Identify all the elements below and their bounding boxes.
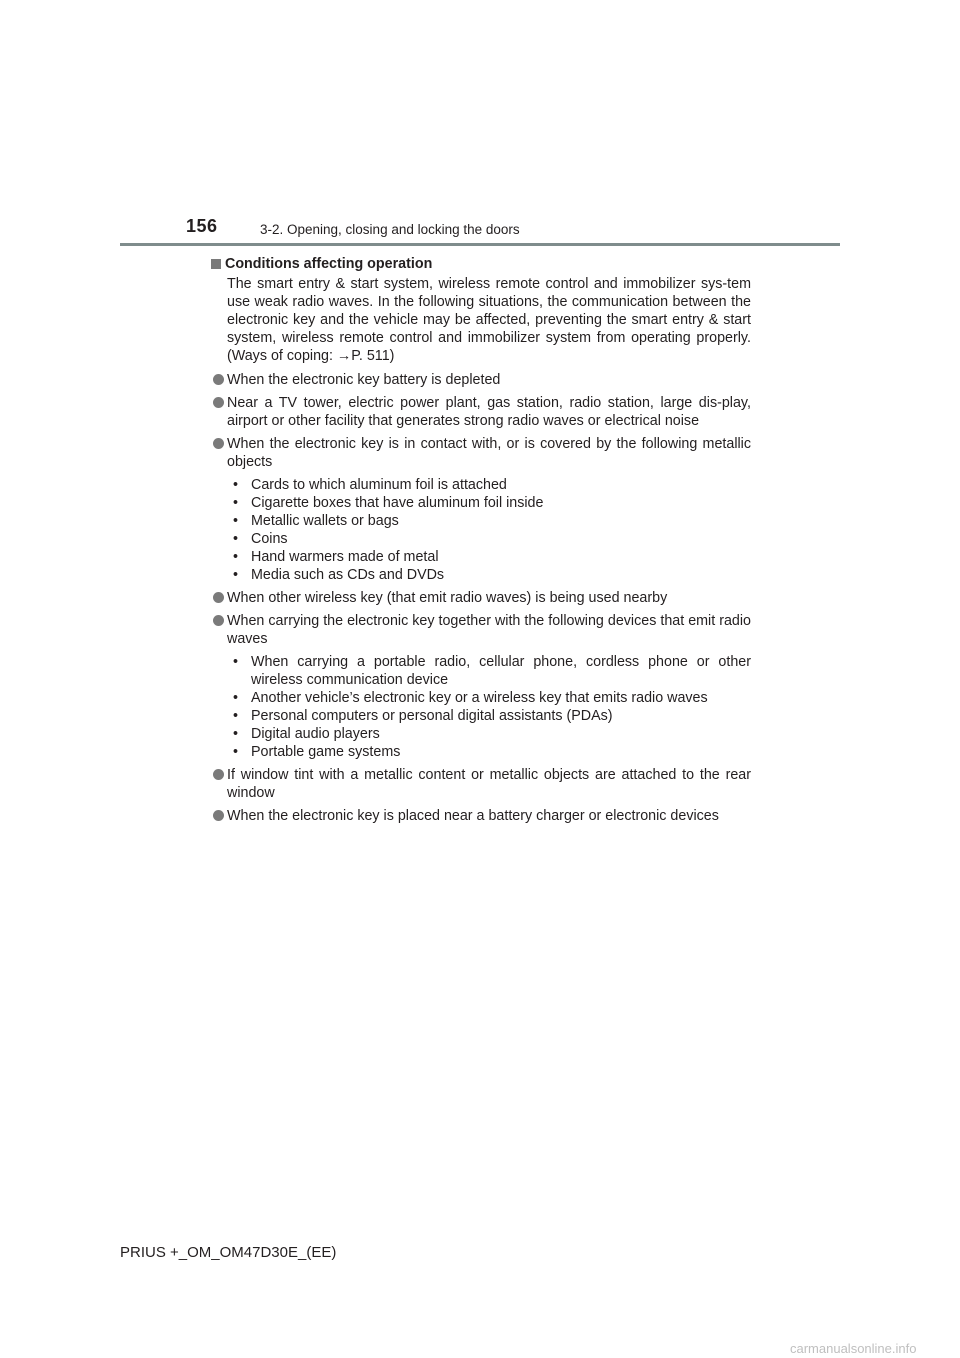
- list-item-text: When the electronic key is in contact with, or is covered by the following metallic objects: [227, 436, 751, 470]
- sub-list-item-text: Hand warmers made of metal: [251, 549, 439, 565]
- sub-list-item: [227, 530, 751, 548]
- list-item-text: When the electronic key is placed near a battery charger or electronic devices: [227, 808, 719, 824]
- sub-bullet-marker: •: [233, 726, 239, 742]
- list-item-text: Near a TV tower, electric power plant, gas station, radio station, large dis-play, airport or other facility that generates strong radio waves or electrical noise: [227, 395, 751, 429]
- circle-bullet-icon: [213, 397, 224, 408]
- sub-bullet-marker: •: [233, 690, 239, 706]
- sub-bullet-marker: •: [233, 708, 239, 724]
- list-item-text: When carrying the electronic key together with the following devices that emit radio waves: [227, 613, 751, 647]
- radio-devices-list: [227, 653, 751, 761]
- sub-list-item-text: Portable game systems: [251, 744, 401, 760]
- list-item-text: When other wireless key (that emit radio waves) is being used nearby: [227, 590, 668, 606]
- sub-list-item-text: When carrying a portable radio, cellular phone, cordless phone or other wireless communication device: [251, 654, 751, 688]
- sub-list-item-text: Coins: [251, 531, 288, 547]
- intro-paragraph: The smart entry & start system, wireless remote control and immobilizer sys-tem use weak radio waves. In the following situations, the communication between the electronic key and the vehicle may be affected, preventing the smart entry & start system, wireless remote control and immobilizer system from operating properly. (Ways of coping: →P. 511): [227, 276, 751, 364]
- sub-bullet-marker: •: [233, 744, 239, 760]
- list-item: [211, 612, 751, 648]
- list-item: [211, 371, 751, 389]
- circle-bullet-icon: [213, 769, 224, 780]
- sub-list-item-text: Digital audio players: [251, 726, 380, 742]
- metallic-objects-list: [227, 476, 751, 584]
- sub-bullet-marker: •: [233, 495, 239, 511]
- watermark: carmanualsonline.info: [790, 1341, 917, 1356]
- sub-list-item: [227, 512, 751, 530]
- sub-list-item: [227, 725, 751, 743]
- sub-list-item: [227, 653, 751, 689]
- sub-list-item: [227, 494, 751, 512]
- sub-list-item: [227, 743, 751, 761]
- list-item: [211, 589, 751, 607]
- list-item: [211, 766, 751, 802]
- sub-list-item-text: Metallic wallets or bags: [251, 513, 399, 529]
- circle-bullet-icon: [213, 374, 224, 385]
- circle-bullet-icon: [213, 592, 224, 603]
- sub-list-item: [227, 707, 751, 725]
- sub-list-item-text: Cigarette boxes that have aluminum foil inside: [251, 495, 544, 511]
- section-title: 3-2. Opening, closing and locking the doors: [260, 222, 520, 237]
- heading-text: Conditions affecting operation: [225, 256, 433, 272]
- circle-bullet-icon: [213, 615, 224, 626]
- sub-bullet-marker: •: [233, 549, 239, 565]
- sub-list-item: [227, 548, 751, 566]
- list-item: [211, 435, 751, 471]
- circle-bullet-icon: [213, 438, 224, 449]
- sub-bullet-marker: •: [233, 513, 239, 529]
- list-item-text: When the electronic key battery is depleted: [227, 372, 501, 388]
- sub-bullet-marker: •: [233, 531, 239, 547]
- sub-list-item-text: Another vehicle’s electronic key or a wireless key that emits radio waves: [251, 690, 708, 706]
- sub-list-item: [227, 566, 751, 584]
- list-item: [211, 394, 751, 430]
- sub-list-item: [227, 689, 751, 707]
- sub-bullet-marker: •: [233, 477, 239, 493]
- square-bullet-icon: [211, 259, 221, 269]
- main-content: [211, 255, 751, 825]
- sub-bullet-marker: •: [233, 567, 239, 583]
- sub-bullet-marker: •: [233, 654, 239, 670]
- page-number: 156: [186, 216, 218, 236]
- header-divider: [120, 243, 840, 246]
- document-code: PRIUS +_OM_OM47D30E_(EE): [120, 1244, 337, 1261]
- list-item-text: If window tint with a metallic content or metallic objects are attached to the rear window: [227, 767, 751, 801]
- list-item: [211, 807, 751, 825]
- circle-bullet-icon: [213, 810, 224, 821]
- sub-list-item: [227, 476, 751, 494]
- sub-list-item-text: Media such as CDs and DVDs: [251, 567, 445, 583]
- conditions-heading: [211, 255, 751, 273]
- page-header: [0, 0, 960, 250]
- sub-list-item-text: Cards to which aluminum foil is attached: [251, 477, 507, 493]
- sub-list-item-text: Personal computers or personal digital assistants (PDAs): [251, 708, 613, 724]
